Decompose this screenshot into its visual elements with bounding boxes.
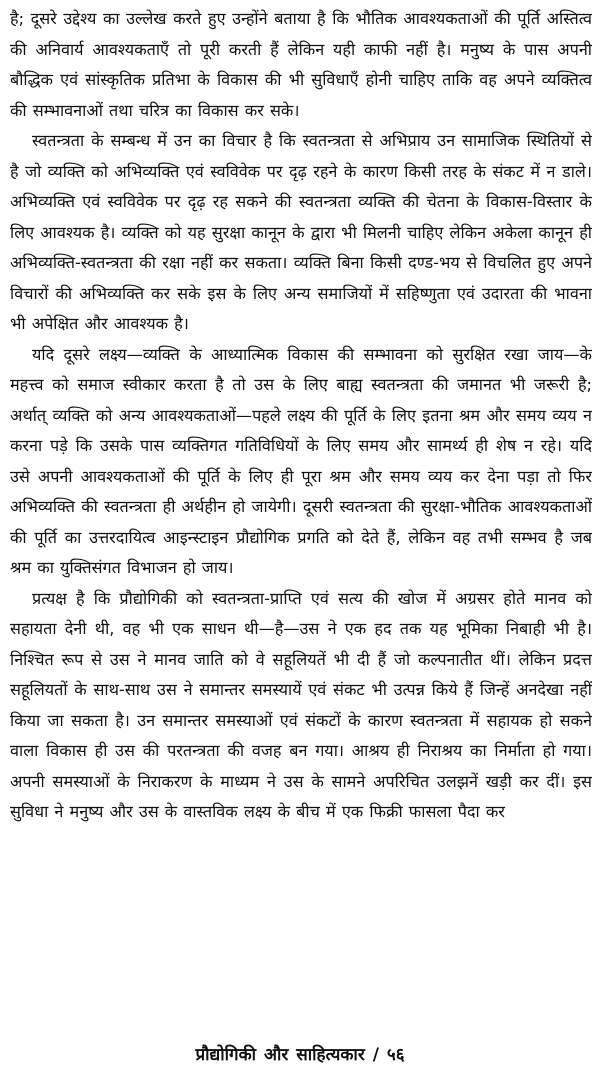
book-title: प्रौद्योगिकी और साहित्यकार [195,1045,365,1065]
page-footer [0,1042,600,1068]
paragraph-1: है; दूसरे उद्देश्य का उल्लेख करते हुए उन्होंने बताया है कि भौतिक आवश्यकताओं की पूर्ति अस्तित्व की अनिवार्य आवश्यकताएँ तो पूरी करती हैं लेकिन यही काफी नहीं है। मनुष्य के पास अपनी बौद्धिक एवं सांस्कृतिक प्रतिभा के विकास की भी सुविधाएँ होनी चाहिए ताकि वह अपने व्यक्तित्व की सम्भावनाओं तथा चरित्र का विकास कर सके। [10,9,592,120]
paragraph-4: प्रत्यक्ष है कि प्रौद्योगिकी को स्वतन्त्रता-प्राप्ति एवं सत्य की खोज में अग्रसर होते मानव को सहायता देनी थी, वह भी एक साधन थी—है—उस ने एक हद तक यह भूमिका निबाही भी है। निश्चित रूप से उस ने मानव जाति को वे सहूलियतें भी दी हैं जो कल्पनातीत थीं। लेकिन प्रदत्त सहूलियतों के साथ-साथ उस ने समान्तर समस्यायें एवं संकट भी उत्पन्न किये हैं जिन्हें अनदेखा नहीं किया जा सकता है। उन समान्तर समस्याओं एवं संकटों के कारण स्वतन्त्रता में सहायक हो सकने वाला विकास ही उस की परतन्त्रता की वजह बन गया। आश्रय ही निराश्रय का निर्माता हो गया। अपनी समस्याओं के निराकरण के माध्यम ने उस के सामने अपरिचित उलझनें खड़ी कर दीं। इस सुविधा ने मनुष्य और उस के वास्तविक लक्ष्य के बीच में एक फिक्री फासला पैदा कर [10,588,592,821]
paragraph-3: यदि दूसरे लक्ष्य—व्यक्ति के आध्यात्मिक विकास की सम्भावना को सुरक्षित रखा जाय—के महत्त्व को समाज स्वीकार करता है तो उस के लिए बाह्य स्वतन्त्रता की जमानत भी जरूरी है; अर्थात् व्यक्ति को अन्य आवश्यकताओं—पहले लक्ष्य की पूर्ति के लिए इतना श्रम और समय व्यय न करना पड़े कि उसके पास व्यक्तिगत गतिविधियों के लिए समय और सामर्थ्य ही शेष न रहे। यदि उसे अपनी आवश्यकताओं की पूर्ति के लिए ही पूरा श्रम और समय व्यय कर देना पड़ा तो फिर अभिव्यक्ति की स्वतन्त्रता ही अर्थहीन हो जायेगी। दूसरी स्वतन्त्रता की सुरक्षा-भौतिक आवश्यकताओं की पूर्ति का उत्तरदायित्व आइन्स्टाइन प्रौद्योगिक प्रगति को देते हैं, लेकिन वह तभी सम्भव है जब श्रम का युक्तिसंगत विभाजन हो जाय। [10,344,592,577]
footer-separator: / [372,1045,379,1065]
paragraph-2: स्वतन्त्रता के सम्बन्ध में उन का विचार है कि स्वतन्त्रता से अभिप्राय उन सामाजिक स्थितियों से है जो व्यक्ति को अभिव्यक्ति एवं स्वविवेक पर दृढ़ रहने के कारण किसी तरह के संकट में न डाले। अभिव्यक्ति एवं स्वविवेक पर दृढ़ रह सकने की स्वतन्त्रता व्यक्ति की चेतना के विकास-विस्तार के लिए आवश्यक है। व्यक्ति को यह सुरक्षा कानून के द्वारा भी मिलनी चाहिए लेकिन अकेला कानून ही अभिव्यक्ति-स्वतन्त्रता की रक्षा नहीं कर सकता। व्यक्ति बिना किसी दण्ड-भय से विचलित हुए अपने विचारों की अभिव्यक्ति कर सके इस के लिए अन्य समाजियों में सहिष्णुता एवं उदारता की भावना भी अपेक्षित और आवश्यक है। [10,131,592,333]
page-number: ५६ [386,1045,405,1065]
body-text [10,4,592,1034]
